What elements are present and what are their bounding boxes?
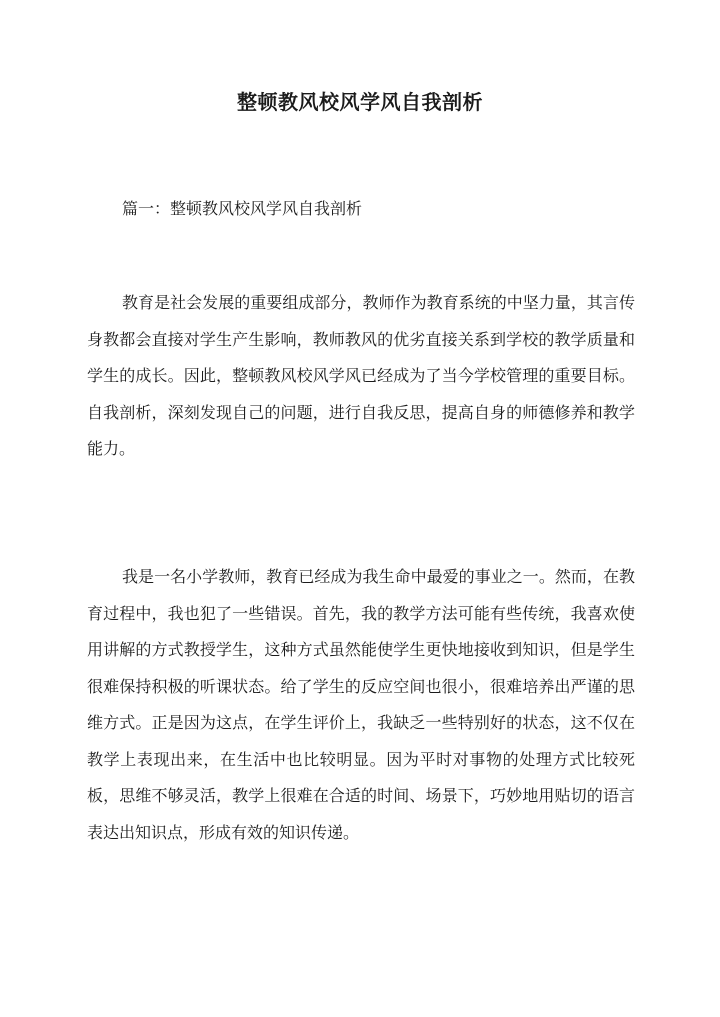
body-paragraph-1: 教育是社会发展的重要组成部分，教师作为教育系统的中坚力量，其言传身教都会直接对学生产生影响，教师教风的优劣直接关系到学校的教学质量和学生的成长。因此，整顿教风校风学风已经成为了当今学校管理的重要目标。自我剖析，深刻发现自己的问题，进行自我反思，提高自身的师德修养和教学能力。 [87, 293, 635, 458]
body-paragraph-2: 我是一名小学教师，教育已经成为我生命中最爱的事业之一。然而，在教育过程中，我也犯了一些错误。首先，我的教学方法可能有些传统，我喜欢使用讲解的方式教授学生，这种方式虽然能使学生更快地接收到知识，但是学生很难保持积极的听课状态。给了学生的反应空间也很小，很难培养出严谨的思维方式。正是因为这点，在学生评价上，我缺乏一些特别好的状态，这不仅在教学上表现出来，在生活中也比较明显。因为平时对事物的处理方式比较死板，思维不够灵活，教学上很难在合适的时间、场景下，巧妙地用贴切的语言表达出知识点，形成有效的知识传递。 [87, 567, 635, 842]
section-heading: 篇一：整顿教风校风学风自我剖析 [122, 199, 363, 218]
page-title: 整顿教风校风学风自我剖析 [237, 90, 483, 114]
